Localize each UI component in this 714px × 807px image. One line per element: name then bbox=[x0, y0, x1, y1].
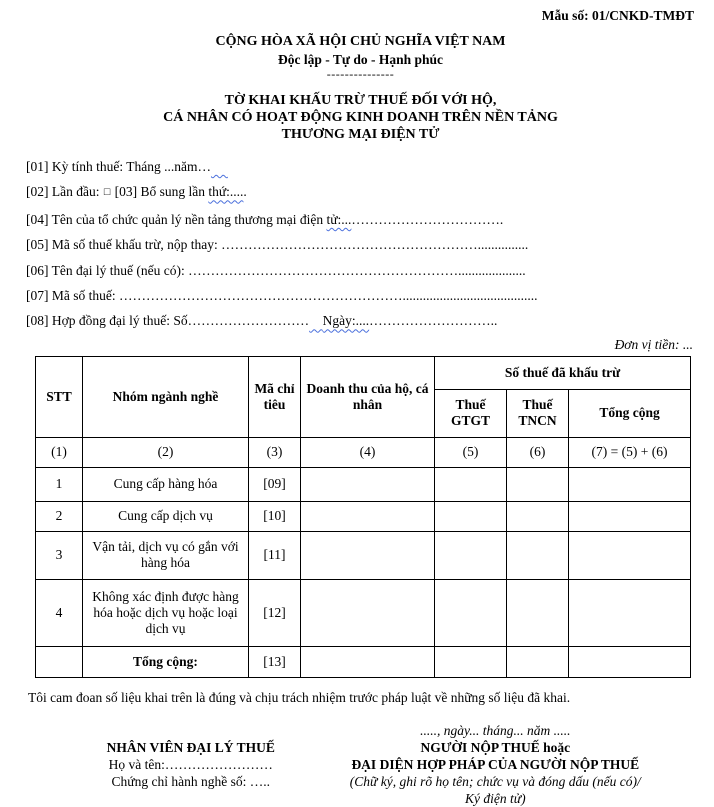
withheld-tax-group-header: Số thuế đã khấu trừ bbox=[435, 356, 691, 389]
field-08-agent-contract bbox=[26, 308, 695, 333]
pit-cell bbox=[507, 646, 569, 677]
vat-cell bbox=[435, 579, 507, 646]
currency-unit-note: Đơn vị tiền: ... bbox=[614, 336, 693, 352]
total-cell bbox=[569, 531, 691, 579]
tax-agent-title: NHÂN VIÊN ĐẠI LÝ THUẾ bbox=[106, 739, 275, 755]
industry-cell: Cung cấp hàng hóa bbox=[83, 467, 249, 501]
first-time-checkbox[interactable]: □ bbox=[103, 187, 111, 199]
signature-instructions-line-2: Ký điện tử) bbox=[464, 790, 526, 806]
revenue-cell bbox=[301, 579, 435, 646]
code-cell: [10] bbox=[249, 501, 301, 531]
country-name: CỘNG HÒA XÃ HỘI CHỦ NGHĨA VIỆT NAM bbox=[215, 34, 506, 49]
total-cell bbox=[569, 579, 691, 646]
vat-cell bbox=[435, 646, 507, 677]
national-motto: Độc lập - Tự do - Hạnh phúc bbox=[277, 52, 444, 67]
code-cell: [13] bbox=[249, 646, 301, 677]
index-cell: (5) bbox=[435, 437, 507, 467]
total-cell bbox=[569, 646, 691, 677]
vat-cell bbox=[435, 501, 507, 531]
form-fields bbox=[26, 154, 695, 334]
col-revenue-header: Doanh thu của hộ, cá nhân bbox=[301, 356, 435, 437]
col-pit-header: Thuế TNCN bbox=[507, 389, 569, 437]
pit-cell bbox=[507, 467, 569, 501]
revenue-cell bbox=[301, 467, 435, 501]
taxpayer-title-2: ĐẠI DIỆN HỢP PHÁP CỦA NGƯỜI NỘP THUẾ bbox=[351, 756, 640, 772]
revenue-cell bbox=[301, 646, 435, 677]
tax-withholding-table bbox=[35, 356, 691, 678]
field-07-tax-code: [07] Mã số thuế: ………………………………………………………........................................ bbox=[26, 288, 538, 304]
col-stt-header: STT bbox=[36, 356, 83, 437]
vat-cell bbox=[435, 467, 507, 501]
industry-cell: Cung cấp dịch vụ bbox=[83, 501, 249, 531]
field-01-text: [01] Kỳ tính thuế: Tháng ...năm… bbox=[26, 159, 211, 174]
form-title-line-2: CÁ NHÂN CÓ HOẠT ĐỘNG KINH DOANH TRÊN NỀN TẢNG bbox=[163, 110, 558, 125]
field-08-dotted-line: ……………………….. bbox=[369, 313, 498, 329]
field-04-label: [04] Tên của tổ chức quản lý nền tảng thương mại điện bbox=[26, 211, 327, 227]
stt-cell: 2 bbox=[36, 501, 83, 531]
table-row bbox=[36, 531, 691, 579]
index-cell: (1) bbox=[36, 437, 83, 467]
form-title bbox=[26, 92, 695, 143]
field-05-withholding-tax-code: [05] Mã số thuế khấu trừ, nộp thay: …………………………………………………............... bbox=[26, 237, 529, 253]
total-cell bbox=[569, 501, 691, 531]
taxpayer-signature-block bbox=[296, 722, 695, 807]
header-divider: --------------- bbox=[326, 67, 395, 81]
col-vat-header: Thuế GTGT bbox=[435, 389, 507, 437]
taxpayer-title-1: NGƯỜI NỘP THUẾ hoặc bbox=[420, 739, 571, 755]
col-total-header: Tổng cộng bbox=[569, 389, 691, 437]
spellcheck-squiggle bbox=[211, 159, 228, 174]
revenue-cell bbox=[301, 501, 435, 531]
form-number: Mẫu số: 01/CNKD-TMĐT bbox=[541, 8, 694, 23]
spellcheck-squiggle: tử:... bbox=[326, 211, 352, 227]
field-08-label: [08] Hợp đồng đại lý thuế: Số……………………… bbox=[26, 313, 310, 329]
form-title-line-3: THƯƠNG MẠI ĐIỆN TỬ bbox=[281, 127, 440, 142]
pit-cell bbox=[507, 579, 569, 646]
spellcheck-squiggle bbox=[309, 313, 323, 328]
signature-instructions-line-1: (Chữ ký, ghi rõ họ tên; chức vụ và đóng dấu (nếu có)/ bbox=[349, 773, 641, 789]
total-label-cell: Tổng cộng: bbox=[83, 646, 249, 677]
field-03-label: [03] Bổ sung lần bbox=[111, 184, 209, 200]
table-row bbox=[36, 467, 691, 501]
total-cell bbox=[569, 467, 691, 501]
stt-cell bbox=[36, 646, 83, 677]
field-06-tax-agent-name: [06] Tên đại lý thuế (nếu có): …………………………………………………….................... bbox=[26, 262, 526, 278]
spellcheck-squiggle: Ngày:.... bbox=[322, 313, 370, 329]
pit-cell bbox=[507, 531, 569, 579]
tax-agent-certificate-line: Chứng chỉ hành nghề số: ….. bbox=[111, 773, 270, 789]
national-header bbox=[26, 34, 695, 81]
form-title-line-1: TỜ KHAI KHẤU TRỪ THUẾ ĐỐI VỚI HỘ, bbox=[224, 93, 497, 108]
index-cell: (4) bbox=[301, 437, 435, 467]
field-04-platform-name bbox=[26, 207, 695, 232]
table-total-row bbox=[36, 646, 691, 677]
industry-cell: Không xác định được hàng hóa hoặc dịch vụ hoặc loại dịch vụ bbox=[83, 579, 249, 646]
field-02-03-filing-type bbox=[26, 179, 695, 206]
field-01-tax-period bbox=[26, 154, 695, 179]
code-cell: [11] bbox=[249, 531, 301, 579]
col-code-header: Mã chỉ tiêu bbox=[249, 356, 301, 437]
table-row bbox=[36, 501, 691, 531]
stt-cell: 3 bbox=[36, 531, 83, 579]
field-04-dotted-line: ……………………………. bbox=[351, 211, 504, 227]
col-industry-header: Nhóm ngành nghề bbox=[83, 356, 249, 437]
code-cell: [09] bbox=[249, 467, 301, 501]
code-cell: [12] bbox=[249, 579, 301, 646]
stt-cell: 4 bbox=[36, 579, 83, 646]
date-line: ....., ngày... tháng... năm ..... bbox=[420, 722, 571, 738]
declaration-text: Tôi cam đoan số liệu khai trên là đúng và chịu trách nhiệm trước pháp luật về những số liệu đã khai. bbox=[28, 689, 571, 705]
spellcheck-squiggle: thứ:.... bbox=[208, 184, 244, 200]
revenue-cell bbox=[301, 531, 435, 579]
field-03-tail: . bbox=[243, 184, 247, 200]
table-row bbox=[36, 579, 691, 646]
industry-cell: Vận tải, dịch vụ có gắn với hàng hóa bbox=[83, 531, 249, 579]
pit-cell bbox=[507, 501, 569, 531]
tax-agent-name-line: Họ và tên:…………………… bbox=[108, 756, 273, 772]
index-cell: (6) bbox=[507, 437, 569, 467]
field-02-label: [02] Lần đầu: bbox=[26, 184, 103, 200]
index-cell: (2) bbox=[83, 437, 249, 467]
signature-section bbox=[26, 722, 695, 807]
index-cell: (3) bbox=[249, 437, 301, 467]
vat-cell bbox=[435, 531, 507, 579]
stt-cell: 1 bbox=[36, 467, 83, 501]
index-cell: (7) = (5) + (6) bbox=[569, 437, 691, 467]
